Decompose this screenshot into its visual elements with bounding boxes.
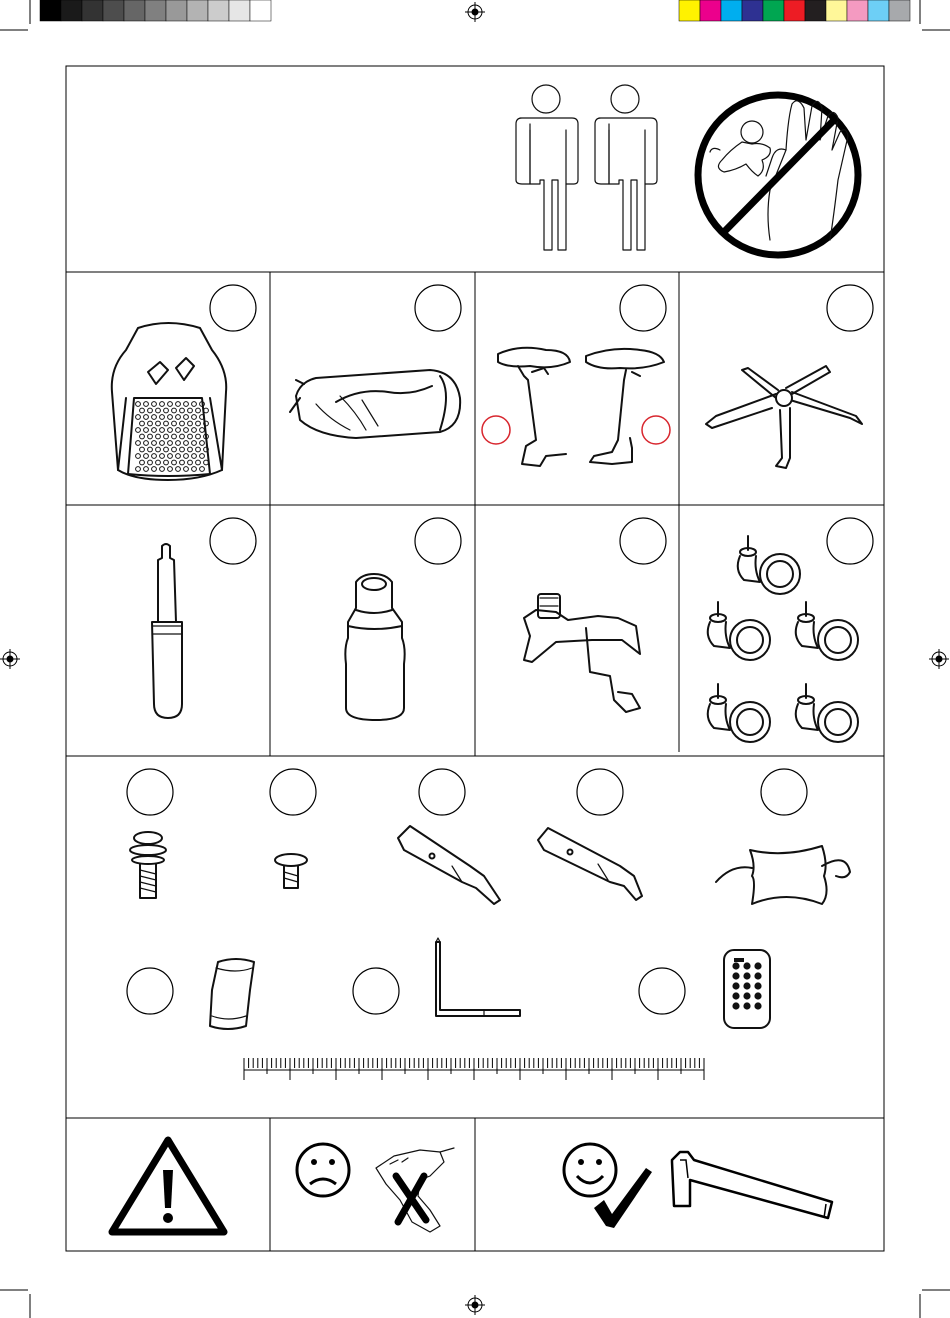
gas-lift-cover-icon <box>345 574 404 720</box>
use-hex-key-icon <box>672 1152 832 1218</box>
grayscale-color-bar <box>40 0 271 21</box>
gray-swatch <box>40 0 61 21</box>
gray-swatch <box>208 0 229 21</box>
instruction-grid <box>66 66 884 1251</box>
no-power-drill-icon <box>376 1148 454 1232</box>
two-persons-icon <box>516 85 657 250</box>
seat-cushion-icon <box>290 370 460 438</box>
remote-button <box>743 972 750 979</box>
tilt-mechanism-icon <box>524 594 640 712</box>
remote-button <box>743 1002 750 1009</box>
color-swatch <box>847 0 868 21</box>
gray-swatch <box>166 0 187 21</box>
armrest-bolt-markers <box>482 416 670 444</box>
registration-mark-right <box>929 649 949 669</box>
part-number-circles <box>210 285 873 564</box>
gray-swatch <box>250 0 271 21</box>
gray-swatch <box>103 0 124 21</box>
casters-icon <box>708 536 858 742</box>
warning-icon <box>112 1140 224 1232</box>
remote-control-icon <box>724 950 770 1028</box>
color-swatch <box>889 0 910 21</box>
remote-button <box>743 962 750 969</box>
bolt-with-washer-icon <box>130 832 166 898</box>
remote-button <box>743 982 750 989</box>
remote-button <box>754 972 761 979</box>
remote-button <box>754 992 761 999</box>
happy-face-icon <box>564 1144 616 1196</box>
color-swatch <box>826 0 847 21</box>
remote-button <box>732 992 739 999</box>
hardware-number-circles <box>127 769 807 1014</box>
remote-button <box>732 972 739 979</box>
sad-face-icon <box>297 1144 349 1196</box>
remote-button <box>732 1002 739 1009</box>
measuring-ruler <box>244 1058 704 1080</box>
color-swatch <box>700 0 721 21</box>
armrests-icon <box>498 348 664 466</box>
remote-button <box>754 1002 761 1009</box>
color-swatch <box>742 0 763 21</box>
lumbar-pillow-icon <box>716 846 850 904</box>
gas-lift-icon <box>152 544 182 718</box>
registration-mark-left <box>0 649 20 669</box>
color-swatch <box>679 0 700 21</box>
screwdriver-icon <box>538 828 642 900</box>
registration-mark-bottom <box>465 1295 485 1315</box>
registration-mark-top <box>465 2 485 22</box>
color-swatch <box>721 0 742 21</box>
gray-swatch <box>124 0 145 21</box>
color-swatch <box>784 0 805 21</box>
head-pillow-icon <box>210 959 254 1029</box>
gray-swatch <box>82 0 103 21</box>
short-screw-icon <box>275 854 307 888</box>
gray-swatch <box>229 0 250 21</box>
color-swatch <box>805 0 826 21</box>
gray-swatch <box>61 0 82 21</box>
color-swatch <box>868 0 889 21</box>
gray-swatch <box>187 0 208 21</box>
remote-button <box>754 982 761 989</box>
remote-led <box>734 958 744 962</box>
remote-button <box>743 992 750 999</box>
no-children-icon <box>698 95 858 255</box>
remote-button <box>732 982 739 989</box>
color-swatch <box>763 0 784 21</box>
star-base-icon <box>706 366 862 468</box>
gray-swatch <box>145 0 166 21</box>
hex-key-icon <box>436 938 520 1016</box>
remote-button <box>732 962 739 969</box>
remote-button <box>754 962 761 969</box>
screwdriver-icon <box>398 826 500 904</box>
cmyk-color-bar <box>679 0 910 21</box>
